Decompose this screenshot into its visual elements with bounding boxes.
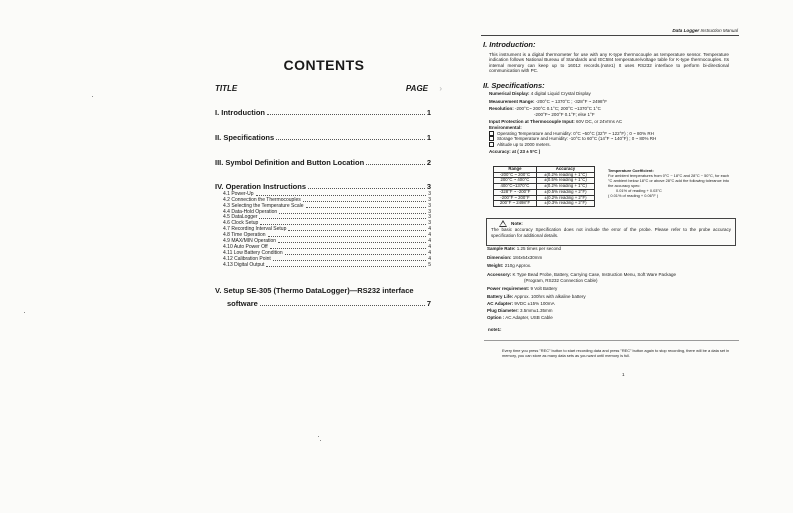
dot-leader (366, 164, 425, 165)
toc-subentry-label: 4.9 MAX/MIN Operation (223, 238, 277, 245)
spec-value: 9VDC ±15% 100mA (514, 300, 555, 306)
table-cell: ±(0.5% reading + 1°C) (536, 178, 594, 184)
spec-sample-rate (487, 245, 737, 254)
dot-leader (306, 207, 427, 208)
spec-label: Numerical Display: (489, 91, 530, 96)
misc-specs-list (487, 245, 737, 323)
toc-subentry-label: 4.4 Data-Hold Operation (223, 208, 278, 215)
toc-subentry-label: 4.7 Recording Interval Setup (223, 226, 287, 233)
dot-leader (260, 224, 426, 225)
toc-entry-setup-software-cont[interactable] (215, 297, 431, 308)
toc-subentry-page: 3 (428, 208, 431, 215)
toc-subentry-page: 3 (428, 220, 431, 227)
spec-value: K Type Bead Probe, Battery, Carrying Case, Instruction Menu, Soft Ware Package (512, 272, 677, 278)
spec-value: 3.5mm±1.35mm (520, 308, 553, 314)
page-number: 1 (622, 372, 625, 377)
note-box (486, 218, 736, 246)
temp-coef-title: Temperature Coefficient: (608, 168, 654, 173)
toc-list (215, 106, 431, 308)
toc-entry-page: 7 (426, 298, 431, 308)
running-head-title: Data Logger (672, 28, 700, 33)
dot-leader (285, 254, 427, 255)
introduction-heading: I. Introduction: (483, 40, 536, 49)
footnote-text: Every time you press "REC" button to start recording data and press "REC" button again to stop recording, there will be a data set in memory, you can store as many data sets as you want until memory is full. (502, 348, 730, 359)
toc-subentry-label: 4.1 Power-Up (223, 190, 254, 197)
spec-label: Sample Rate: (487, 246, 516, 251)
table-cell: ±(0.2% reading + 1°C) (536, 172, 594, 178)
toc-entry-setup-software[interactable]: V. Setup SE-305 (Thermo DataLogger)—RS232 interface (215, 285, 414, 295)
toc-subentry-page: 4 (428, 238, 431, 245)
toc-subentry-page: 4 (428, 243, 431, 250)
dot-leader (278, 242, 426, 243)
spec-label: Environmental: (489, 124, 522, 130)
scan-speck (24, 312, 25, 313)
table-cell: 200°C ~ 400°C (494, 178, 537, 184)
spec-label: Power requirement: (487, 285, 530, 291)
toc-column-headers (215, 84, 447, 96)
toc-subentry-page: 5 (428, 261, 431, 268)
spec-value: Approx. 100hrs with alkaline battery (514, 293, 586, 299)
toc-entry-specifications[interactable] (215, 131, 431, 142)
table-cell: 400°C~1370°C (494, 184, 537, 190)
scan-speck (318, 436, 319, 437)
dot-leader (270, 248, 427, 249)
spec-label: Plug Diameter: (487, 308, 519, 314)
note-text: The basic accuracy Specification does not include the error of the probe. Please refer to the probe accuracy specification for additional details. (491, 227, 731, 238)
table-cell: ±(0.2% reading + 1°C) (536, 184, 594, 190)
dot-leader (279, 213, 426, 214)
header-rule (481, 35, 739, 36)
accuracy-title: Accuracy: at ( 23 ± 5°C ) (489, 149, 541, 155)
spec-label: Option : (487, 315, 505, 321)
dot-leader (273, 260, 426, 261)
spec-label: Dimension: (487, 254, 512, 260)
temp-coef-line1: 0.01% of reading + 0.03°C (616, 188, 662, 194)
table-cell: ±(0.5% reading + 2°F) (536, 189, 594, 195)
spec-option (487, 314, 737, 323)
env-item: Storage Temperature and Humidity: -10°C to 60°C (14°F ~ 140°F) ; 0 ~ 80% RH (489, 136, 734, 142)
note1-label: note1: (488, 327, 502, 332)
env-item: Operating Temperature and Humidity: 0°C ~50°C (32°F ~ 122°F) ; 0 ~ 80% RH (489, 131, 734, 137)
dot-leader (276, 139, 425, 140)
spec-value: 4 digital Liquid Crystal Display (530, 91, 591, 96)
contents-heading: CONTENTS (283, 57, 365, 73)
spec-value: AC Adapter, USB Cable (505, 315, 553, 321)
spec-display (489, 91, 734, 97)
spec-label: Input Protection at Thermocouple Input: (489, 119, 575, 125)
toc-subentry-page: 4 (428, 232, 431, 239)
dot-leader (256, 195, 427, 196)
toc-subentry-page: 3 (428, 196, 431, 203)
toc-subentry-page: 3 (428, 214, 431, 221)
spec-label: AC Adapter: (487, 300, 514, 306)
spec-dimension (487, 254, 737, 263)
running-header (590, 28, 738, 33)
toc-entry-label: II. Specifications (215, 133, 275, 142)
toc-entry-page: 3 (426, 182, 431, 191)
table-cell: ±(0.2% reading + 2°F) (536, 195, 594, 201)
spec-label: Accessory: (487, 272, 512, 278)
spec-value: -200°C ~ 1370°C ; -328°F ~ 2498°F (535, 98, 608, 104)
toc-subentry-label: 4.13 Digital Output (223, 261, 265, 268)
checkbox-icon (489, 136, 494, 141)
toc-entry-page: 1 (426, 133, 431, 142)
toc-subentry-label: 4.10 Auto Power Off (223, 243, 268, 250)
toc-entry-introduction[interactable] (215, 106, 431, 117)
spec-ac-adapter (487, 300, 737, 309)
toc-entry-label: software (227, 298, 258, 308)
table-cell: -200°C ~ 200°C (494, 172, 537, 178)
dot-leader (267, 114, 425, 115)
dot-leader (308, 188, 425, 189)
running-head-subtitle: Instruction Manual (700, 28, 738, 33)
toc-entry-label: IV. Operation Instructions (215, 182, 306, 191)
toc-entry-symbol-definition[interactable] (215, 156, 431, 167)
spec-weight (487, 262, 737, 271)
toc-subentry-page: 4 (428, 226, 431, 233)
specifications-list (489, 91, 734, 155)
table-header: Accuracy (536, 167, 594, 173)
toc-subentry-page: 4 (428, 249, 431, 256)
env-item: Altitude up to 2000 meters. (489, 142, 734, 148)
table-cell: ±(0.3% reading + 2°F) (536, 201, 594, 207)
toc-subentry-label: 4.3 Selecting the Temperature Scale (223, 202, 304, 209)
spec-label: Battery Life: (487, 293, 514, 299)
toc-title-column-label: TITLE (215, 84, 238, 93)
toc-subentry-page: 4 (428, 255, 431, 262)
temp-coef-line2: ( 0.01% of reading + 0.06°F ) (608, 193, 659, 199)
table-header: Range (494, 167, 537, 173)
chevron-right-icon: › (439, 84, 442, 93)
spec-resolution-cont: -200°F~ 200°F 0.1°F; else 1°F (534, 111, 595, 117)
dot-leader (303, 201, 426, 202)
spec-power (487, 285, 737, 294)
table-cell: 200°F ~ 2498°F (494, 201, 537, 207)
spec-label: Resolution: (489, 106, 514, 112)
checkbox-icon (489, 142, 494, 147)
spec-range (489, 99, 734, 105)
toc-entry-page: 2 (426, 158, 431, 167)
spec-value: 60V DC, or 24Vrms AC (576, 119, 623, 125)
spec-value: 184x64x30mm (512, 254, 543, 260)
spec-value: -200°C~ 200°C 0.1°C; 200°C ~1370°C 1°C (515, 106, 601, 112)
toc-subentry-label: 4.5 DataLogger (223, 214, 258, 221)
spec-value: 9 Volt Battery (530, 285, 558, 291)
table-cell: -200°F ~ 200°F (494, 195, 537, 201)
dot-leader (268, 236, 427, 237)
spec-label: Measurement Range: (489, 98, 535, 104)
checkbox-icon (489, 131, 494, 136)
temperature-coefficient (608, 168, 730, 199)
toc-subentry-label: 4.6 Clock Setup (223, 220, 259, 227)
toc-subentry-label: 4.12 Calibration Point (223, 255, 271, 262)
dot-leader (266, 266, 426, 267)
scan-speck (92, 96, 93, 97)
toc-subentry-page: 3 (428, 202, 431, 209)
toc-entry-label: I. Introduction (215, 108, 265, 117)
specifications-heading: II. Specifications: (483, 81, 545, 90)
spec-accessory-cont: (Program, RS232 Connection Cable) (524, 277, 598, 283)
accuracy-table (493, 166, 595, 207)
warning-icon (499, 220, 507, 227)
note-label: Note: (511, 221, 523, 226)
dot-leader (288, 230, 426, 231)
spec-value: 210g Approx. (504, 263, 532, 269)
toc-page-column-label: PAGE (405, 84, 428, 93)
toc-entry-label: III. Symbol Definition and Button Location (215, 158, 365, 167)
dot-leader (260, 305, 425, 306)
dot-leader (259, 218, 426, 219)
toc-entry-page: 1 (426, 108, 431, 117)
toc-subentry-page: 3 (428, 190, 431, 197)
table-cell: -328°F ~ -200°F (494, 189, 537, 195)
table-row (494, 201, 595, 207)
temp-coef-text: For ambient temperatures from 0°C ~ 18°C and 28°C ~ 50°C, for each °C ambient below 18°C or above 28°C add the following tolerance into the accuracy spec: (608, 173, 730, 189)
spec-value: 1.25 times per second (516, 246, 562, 251)
toc-subentry-label: 4.2 Connection the Thermocouples (223, 196, 301, 203)
toc-subentry-label: 4.11 Low Battery Condition (223, 249, 283, 256)
toc-subentry-label: 4.8 Time Operation (223, 232, 266, 239)
spec-label: Weight: (487, 263, 504, 269)
footnote-rule (484, 340, 739, 341)
scan-speck (320, 440, 321, 441)
introduction-text: This instrument is a digital thermometer for use with any K-type thermocouple as temperature sensor. Temperature indication follows National Bureau of Standards and IEC584 temperature/voltage table for K-type thermocouples. Its internal memory can keep up to 16012 records.(note1) It uses RS232 interface to perform bi-directional communication with PC. (489, 52, 729, 74)
toc-entry-operation-instructions[interactable] (215, 180, 431, 191)
